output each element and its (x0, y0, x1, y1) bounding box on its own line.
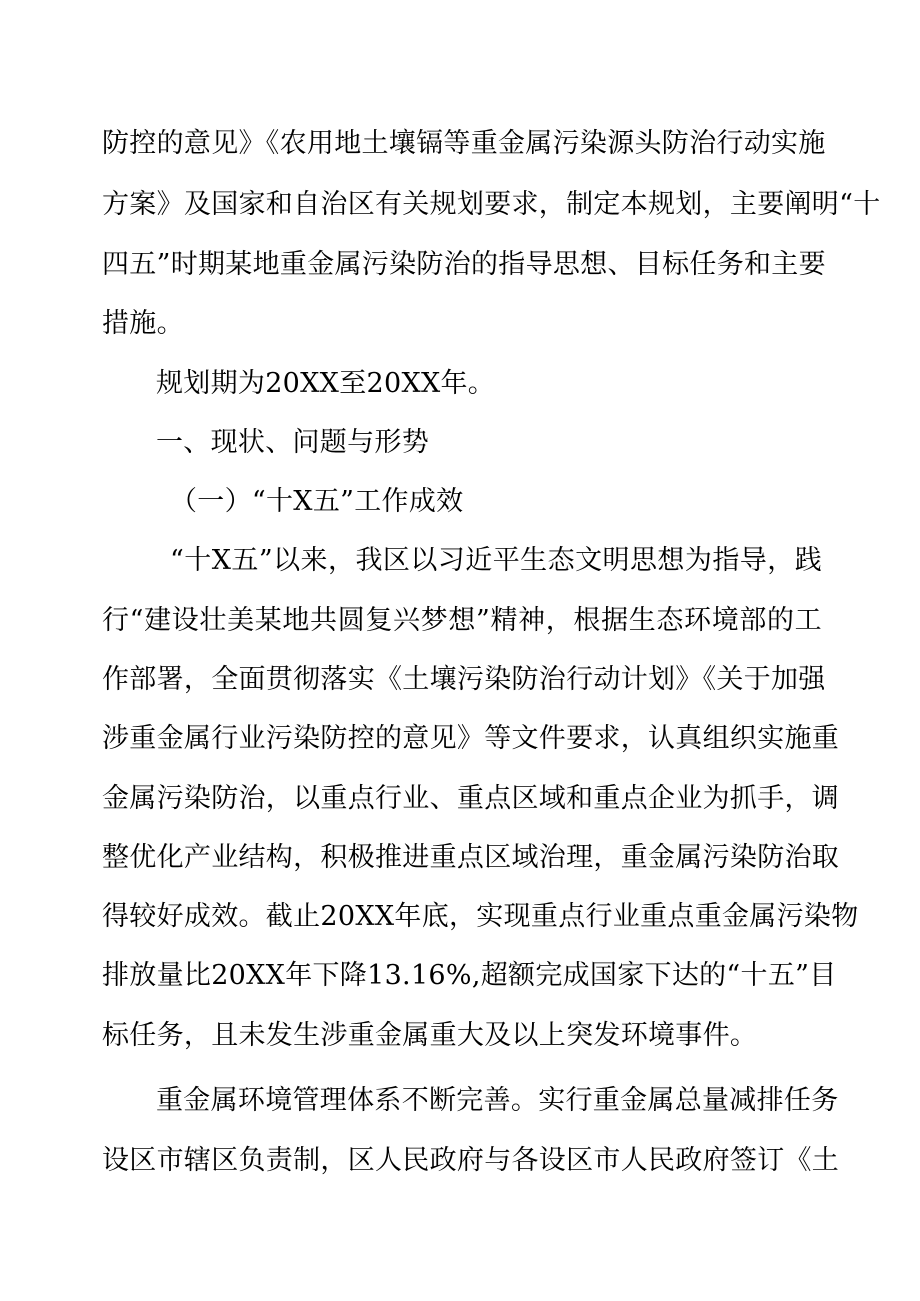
paragraph-line-1: “十X五”以来，我区以习近平生态文明思想为指导，践 (170, 545, 822, 576)
paragraph-line-8: 排放量比20XX年下降13.16%,超额完成国家下达的“十五”目 (102, 960, 837, 991)
paragraph2-line-1: 重金属环境管理体系不断完善。实行重金属总量减排任务 (156, 1085, 839, 1116)
text-line-4: 措施。 (102, 308, 184, 339)
section-heading-1: 一、现状、问题与形势 (156, 427, 429, 458)
paragraph-line-7: 得较好成效。截止20XX年底，实现重点行业重点重金属污染物 (102, 901, 859, 932)
paragraph-line-9: 标任务，且未发生涉重金属重大及以上突发环境事件。 (102, 1020, 758, 1051)
text-line-1: 防控的意见》《农用地土壤镉等重金属污染源头防治行动实施 (102, 128, 826, 159)
subsection-heading-1: （一）“十X五”工作成效 (170, 486, 464, 517)
paragraph-line-2: 行“建设壮美某地共圆复兴梦想”精神，根据生态环境部的工 (102, 605, 822, 636)
paragraph-line-5: 金属污染防治，以重点行业、重点区域和重点企业为抓手，调 (102, 783, 840, 814)
planning-period-text: 规划期为20XX至20XX年。 (156, 368, 496, 399)
paragraph-line-3: 作部署，全面贯彻落实《土壤污染防治行动计划》《关于加强 (102, 664, 826, 695)
text-line-2: 方案》及国家和自治区有关规划要求，制定本规划，主要阐明“十 (102, 189, 881, 220)
text-line-3: 四五”时期某地重金属污染防治的指导思想、目标任务和主要 (102, 249, 826, 280)
paragraph-line-6: 整优化产业结构，积极推进重点区域治理，重金属污染防治取 (102, 842, 840, 873)
paragraph-line-4: 涉重金属行业污染防控的意见》等文件要求，认真组织实施重 (102, 723, 840, 754)
paragraph2-line-2: 设区市辖区负责制，区人民政府与各设区市人民政府签订《土 (102, 1145, 840, 1176)
